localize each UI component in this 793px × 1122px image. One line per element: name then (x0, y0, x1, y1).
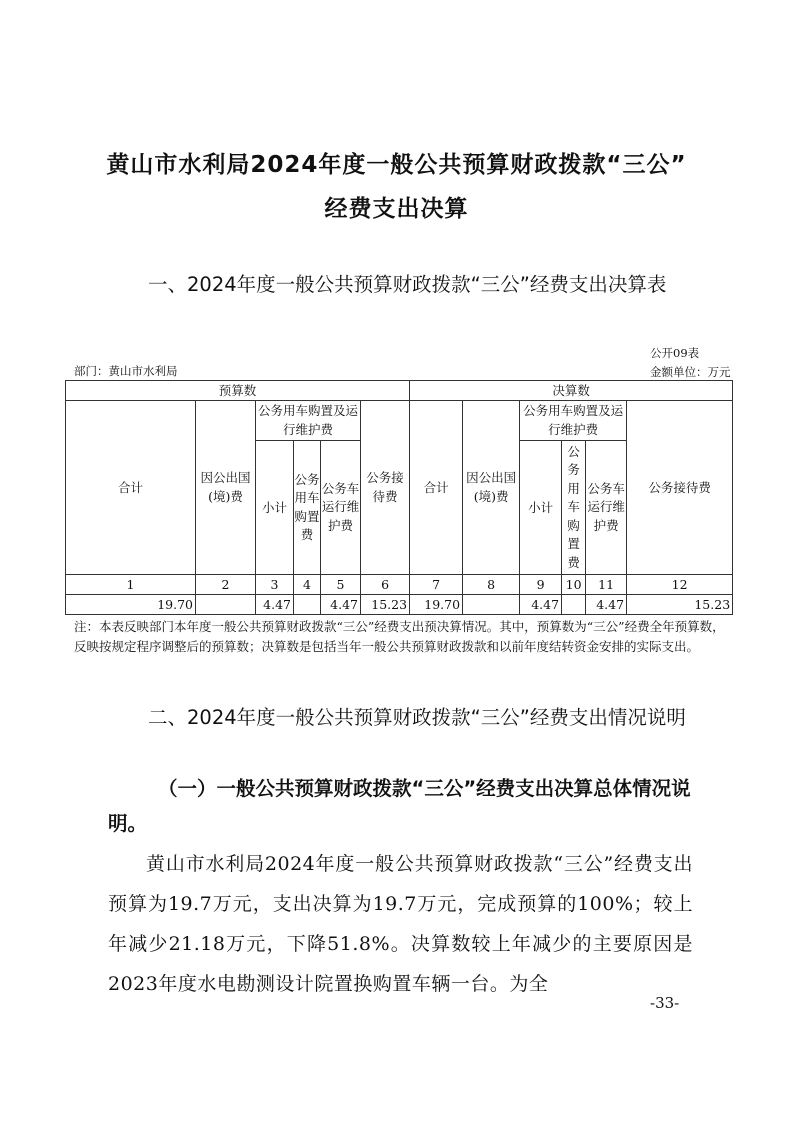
col-number: 6 (361, 575, 410, 595)
table-note: 注：本表反映部门本年度一般公共预算财政拨款“三公”经费支出预决算情况。其中，预算数为“三公”经费全年预算数，反映按规定程序调整后的预算数；决算数是包括当年一般公共预算财政拨款和以前年度结转资金安排的实际支出。 (74, 619, 725, 654)
budget-header: 预算数 (66, 381, 410, 401)
document-title-line1: 黄山市水利局2024年度一般公共预算财政拨款“三公” (106, 152, 687, 178)
body-paragraph: 黄山市水利局2024年度一般公共预算财政拨款“三公”经费支出预算为19.7万元，支出决算为19.7万元，完成预算的100%；较上年减少21.18万元，下降51.8%。决算数较上年减少的主要原因是2023年度水电勘测设计院置换购置车辆一台。为全 (108, 853, 693, 995)
subsection1-heading: （一）一般公共预算财政拨款“三公”经费支出决算总体情况说明。 (108, 777, 691, 835)
value-cell: 19.70 (66, 595, 196, 615)
col-number: 1 (66, 575, 196, 595)
col-number: 10 (562, 575, 586, 595)
actual-reception-header: 公务接待费 (627, 401, 733, 575)
value-cell (294, 595, 321, 615)
actual-abroad-header: 因公出国(境)费 (463, 401, 520, 575)
budget-total-header: 合计 (66, 401, 196, 575)
section2-heading: 二、2024年度一般公共预算财政拨款“三公”经费支出情况说明 (148, 706, 686, 729)
document-title-line2: 经费支出决算 (324, 196, 469, 222)
value-cell (196, 595, 256, 615)
col-number: 2 (196, 575, 256, 595)
value-cell: 4.47 (586, 595, 627, 615)
value-cell: 15.23 (627, 595, 733, 615)
budget-vehicle-purchase-header: 公务用车购置费 (294, 441, 321, 575)
col-number: 7 (410, 575, 463, 595)
actual-total-header: 合计 (410, 401, 463, 575)
budget-reception-header: 公务接待费 (361, 401, 410, 575)
value-cell: 4.47 (520, 595, 562, 615)
page-number: -33- (650, 994, 680, 1012)
budget-abroad-header: 因公出国(境)费 (196, 401, 256, 575)
budget-vehicle-operation-header: 公务车运行维护费 (321, 441, 361, 575)
col-number: 9 (520, 575, 562, 595)
section1-heading: 一、2024年度一般公共预算财政拨款“三公”经费支出决算表 (148, 273, 667, 296)
actual-vehicle-group-header: 公务用车购置及运行维护费 (520, 401, 627, 441)
value-cell: 15.23 (361, 595, 410, 615)
value-cell: 4.47 (321, 595, 361, 615)
actual-vehicle-purchase-header: 公务用车购置费 (562, 441, 586, 575)
department-label: 部门：黄山市水利局 (74, 364, 178, 378)
value-cell: 19.70 (410, 595, 463, 615)
actual-subtotal-header: 小计 (520, 441, 562, 575)
actual-header: 决算数 (410, 381, 733, 401)
budget-subtotal-header: 小计 (256, 441, 294, 575)
three-public-expense-table (65, 380, 733, 615)
col-number: 8 (463, 575, 520, 595)
col-number: 3 (256, 575, 294, 595)
col-number: 4 (294, 575, 321, 595)
actual-vehicle-operation-header: 公务车运行维护费 (586, 441, 627, 575)
col-number: 11 (586, 575, 627, 595)
budget-vehicle-group-header: 公务用车购置及运行维护费 (256, 401, 361, 441)
table-number: 公开09表 (650, 346, 700, 360)
col-number: 12 (627, 575, 733, 595)
value-cell (562, 595, 586, 615)
value-cell: 4.47 (256, 595, 294, 615)
unit-label: 金额单位：万元 (650, 365, 731, 379)
col-number: 5 (321, 575, 361, 595)
value-cell (463, 595, 520, 615)
